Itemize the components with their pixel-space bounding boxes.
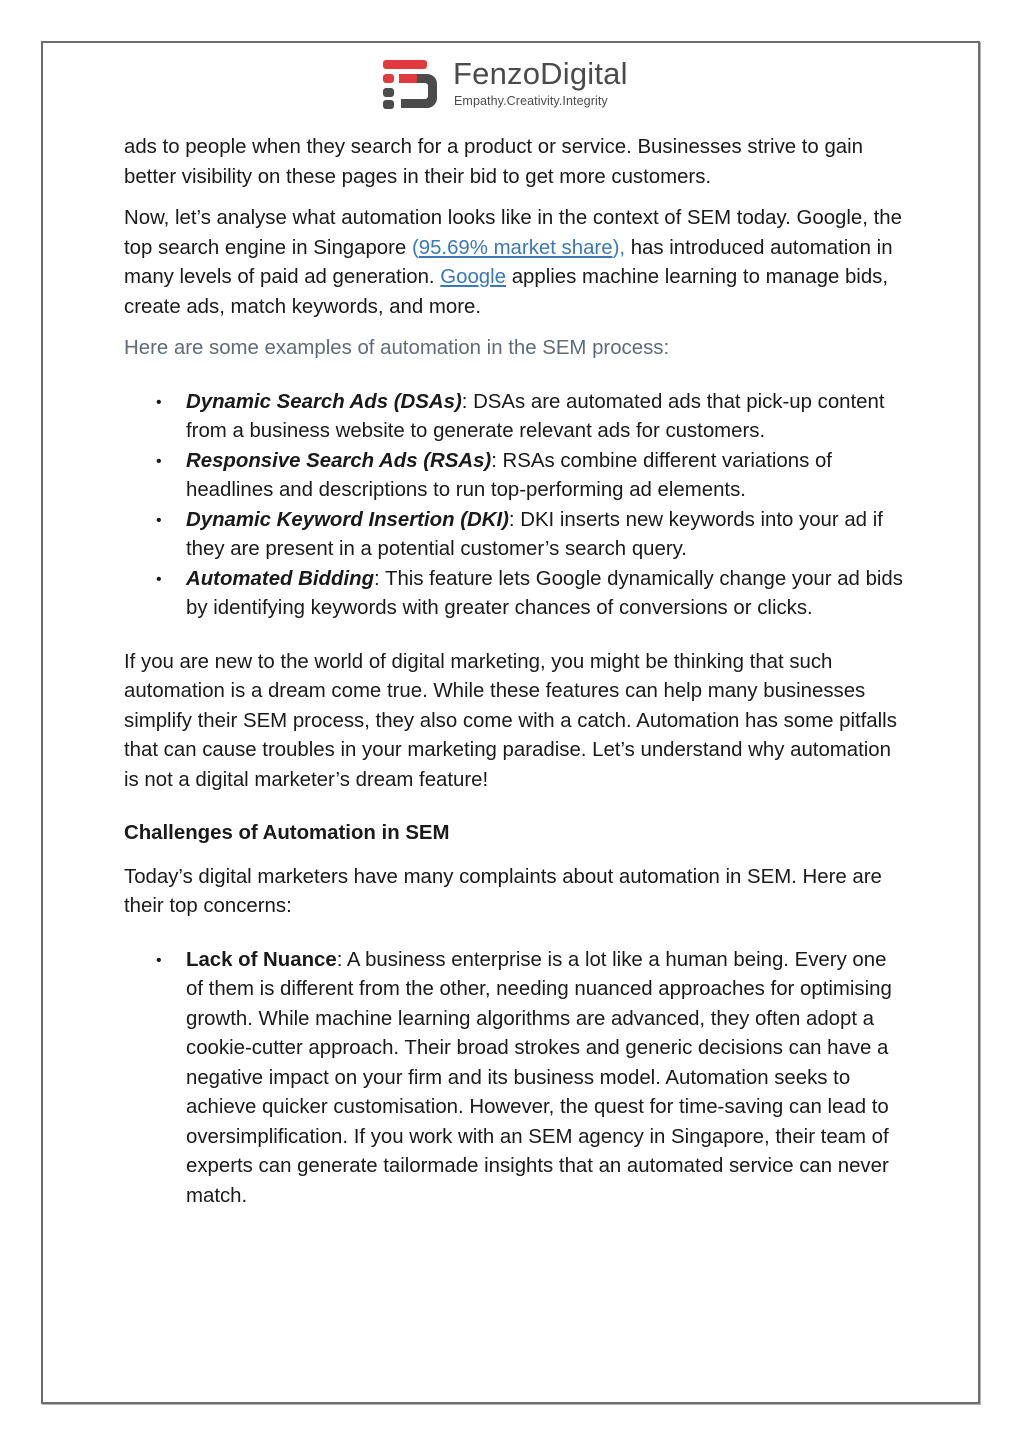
list-item-term: Responsive Search Ads (RSAs) — [186, 449, 492, 472]
bullet-icon: • — [156, 570, 162, 588]
document-body — [124, 133, 904, 1211]
market-share-link[interactable]: 95.69% market share — [418, 236, 613, 259]
google-link[interactable]: Google — [440, 266, 507, 288]
examples-list — [124, 388, 904, 624]
bullet-icon: • — [156, 951, 162, 969]
list-item — [124, 506, 904, 565]
bullet-icon: • — [156, 393, 162, 411]
paragraph-concerns-intro: Today’s digital marketers have many complaints about automation in SEM. Here are their top concerns: — [124, 865, 882, 917]
list-item-text: : DKI inserts new keywords into your ad if they are present in a potential customer’s search query. — [186, 508, 883, 560]
list-item-text: : A business enterprise is a lot like a human being. Every one of them is different from the other, needing nuanced approaches for optimising growth. While machine learning algorithms are advanced, they often adopt a cookie-cutter approach. Their broad strokes and generic decisions can have a negative impact on your firm and its business model. Automation seeks to achieve quicker customisation. However, the quest for time-saving can lead to oversimplification. If you work with an SEM agency in Singapore, their team of experts can generate tailormade insights that an automated service can never match. — [186, 948, 892, 1207]
list-item — [124, 946, 904, 1212]
bullet-icon: • — [156, 452, 162, 470]
list-item — [124, 388, 904, 447]
paragraph-google: Now, let’s analyse what automation looks like in the context of SEM today. Google, the top search engine in Singapore (95.69% market share), has introduced automation in many levels of paid ad generation. Google applies machine learning to manage bids, create ads, match keywords, and more. — [124, 207, 902, 318]
section-heading: Challenges of Automation in SEM — [124, 822, 450, 844]
list-item-term: Dynamic Search Ads (DSAs) — [186, 390, 462, 413]
list-item — [124, 447, 904, 506]
brand-mark-icon — [383, 58, 443, 112]
list-item-text: : DSAs are automated ads that pick-up content from a business website to generate relevant ads for customers. — [186, 390, 885, 442]
bullet-icon: • — [156, 511, 162, 529]
paragraph-digital-marketing: If you are new to the world of digital marketing, you might be thinking that such automation is a dream come true. While these features can help many businesses simplify their SEM process, they also come with a catch. Automation has some pitfalls that can cause troubles in your marketing paradise. Let’s understand why automation is not a digital marketer’s dream feature! — [124, 650, 897, 791]
list-item-term: Lack of Nuance — [186, 948, 337, 971]
list-item — [124, 565, 904, 624]
list-item-text: : RSAs combine different variations of headlines and descriptions to run top-performing ad elements. — [186, 449, 832, 501]
concerns-list — [124, 946, 904, 1212]
paragraph-intro: ads to people when they search for a product or service. Businesses strive to gain better visibility on these pages in their bid to get more customers. — [124, 136, 863, 188]
list-item-term: Automated Bidding — [186, 567, 375, 590]
list-item-term: Dynamic Keyword Insertion (DKI) — [186, 508, 509, 531]
paragraph-examples-intro: Here are some examples of automation in the SEM process: — [124, 337, 670, 359]
brand-tagline: Empathy.Creativity.Integrity — [454, 94, 608, 108]
brand-logo — [383, 58, 653, 112]
list-item-text: : This feature lets Google dynamically change your ad bids by identifying keywords with greater chances of conversions or clicks. — [186, 567, 903, 619]
brand-name: FenzoDigital — [453, 56, 628, 91]
